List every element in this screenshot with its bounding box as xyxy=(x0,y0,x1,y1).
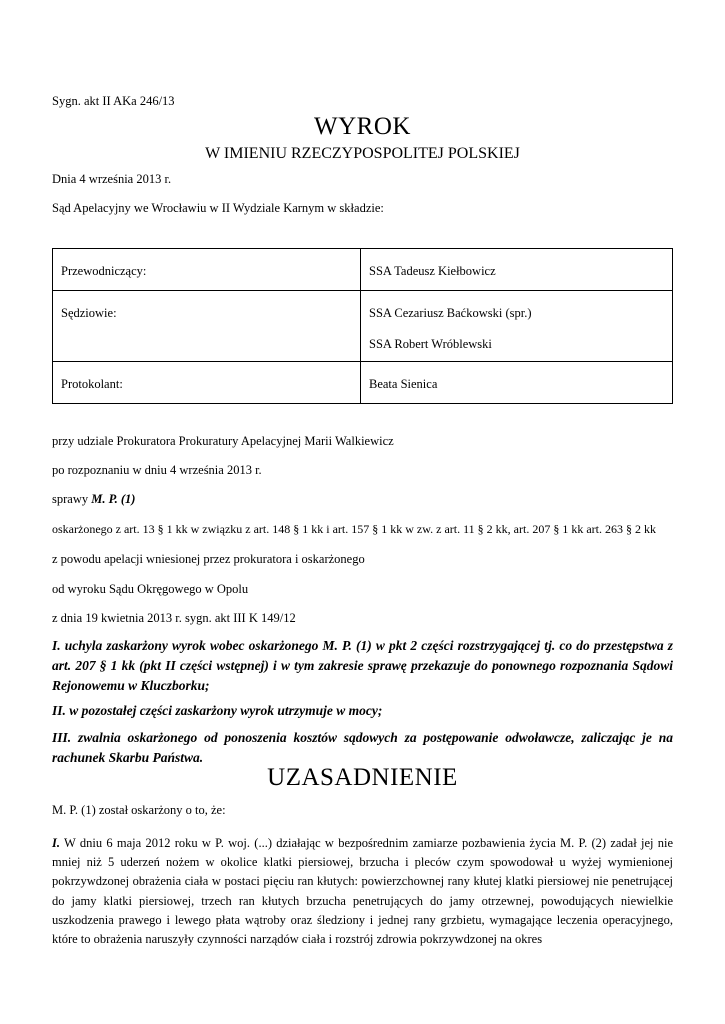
charge-number: I. xyxy=(52,836,60,850)
table-row xyxy=(53,249,673,291)
document-title: WYROK xyxy=(314,113,411,140)
defendant-name: M. P. (1) xyxy=(91,492,136,506)
justification-title: UZASADNIENIE xyxy=(267,764,458,791)
role-label: Przewodniczący: xyxy=(61,264,147,278)
role-cell xyxy=(53,291,361,362)
judge-name: SSA Tadeusz Kiełbowicz xyxy=(369,264,496,278)
court-name: Sąd Apelacyjny we Wrocławiu w II Wydziale Karnym w składzie: xyxy=(52,201,384,215)
charges-line: oskarżonego z art. 13 § 1 kk w związku z art. 148 § 1 kk i art. 157 § 1 kk w zw. z art. 11 § 2 kk, art. 207 § 1 kk art. 263 § 2 kk xyxy=(52,522,656,536)
role-cell xyxy=(53,362,361,404)
hearing-line: po rozpoznaniu w dniu 4 września 2013 r. xyxy=(52,463,262,477)
table-row xyxy=(53,362,673,404)
case-prefix: sprawy xyxy=(52,492,92,506)
prosecutor-line: przy udziale Prokuratora Prokuratury Apelacyjnej Marii Walkiewicz xyxy=(52,434,394,448)
appeal-line: z powodu apelacji wniesionej przez prokuratora i oskarżonego xyxy=(52,552,365,566)
judge-name: SSA Cezariusz Baćkowski (spr.) xyxy=(369,306,532,320)
ruling-point-2: II. w pozostałej części zaskarżony wyrok utrzymuje w mocy; xyxy=(52,703,383,718)
role-label: Sędziowie: xyxy=(61,306,117,320)
case-signature: Sygn. akt II AKa 246/13 xyxy=(52,94,175,108)
lower-judgment-date: z dnia 19 kwietnia 2013 r. sygn. akt III K 149/12 xyxy=(52,611,296,625)
case-line xyxy=(52,492,135,507)
role-cell xyxy=(53,249,361,291)
lower-court-line: od wyroku Sądu Okręgowego w Opolu xyxy=(52,582,249,596)
ruling-point-1: I. uchyla zaskarżony wyrok wobec oskarżonego M. P. (1) w pkt 2 części rozstrzygającej tj. co do przestępstwa z art. 207 § 1 kk (pkt II części wstępnej) i w tym zakresie sprawę przekazuje do ponownego rozpoznania Sądowi Rejonowemu w Kluczborku; xyxy=(52,638,673,693)
justification-intro: M. P. (1) został oskarżony o to, że: xyxy=(52,803,226,817)
name-cell xyxy=(361,291,673,362)
table-row xyxy=(53,291,673,362)
judgment-date: Dnia 4 września 2013 r. xyxy=(52,172,172,186)
clerk-name: Beata Sienica xyxy=(369,377,438,391)
judge-name: SSA Robert Wróblewski xyxy=(369,337,492,351)
ruling-point-3: III. zwalnia oskarżonego od ponoszenia kosztów sądowych za postępowanie odwoławcze, zaliczając je na rachunek Skarbu Państwa. xyxy=(52,730,673,765)
charge-text: W dniu 6 maja 2012 roku w P. woj. (...) działając w bezpośrednim zamiarze pozbawienia życia M. P. (2) zadał jej nie mniej niż 5 uderzeń nożem w okolice klatki piersiowej, brzucha i pleców czym spowodował u wyżej wymienionej pokrzywdzonej obrażenia ciała w postaci pięciu ran kłutych: powierzchownej rany kłutej klatki piersiowej nie penetrującej do jamy klatki piersiowej, trzech ran kłutych brzucha penetrujących do jamy otrzewnej, powodujących niewielkie uszkodzenia prawego i lewego płata wątroby oraz śledziony i jednej rany grzbietu, wymagające leczenia operacyjnego, które to obrażenia naruszyły czynności narządów ciała i rozstrój zdrowia pokrzywdzonej na okres xyxy=(52,836,673,947)
document-subtitle: W IMIENIU RZECZYPOSPOLITEJ POLSKIEJ xyxy=(205,145,520,162)
charge-paragraph xyxy=(52,834,673,949)
name-cell xyxy=(361,249,673,291)
role-label: Protokolant: xyxy=(61,377,123,391)
name-cell xyxy=(361,362,673,404)
court-composition-table xyxy=(52,248,673,404)
